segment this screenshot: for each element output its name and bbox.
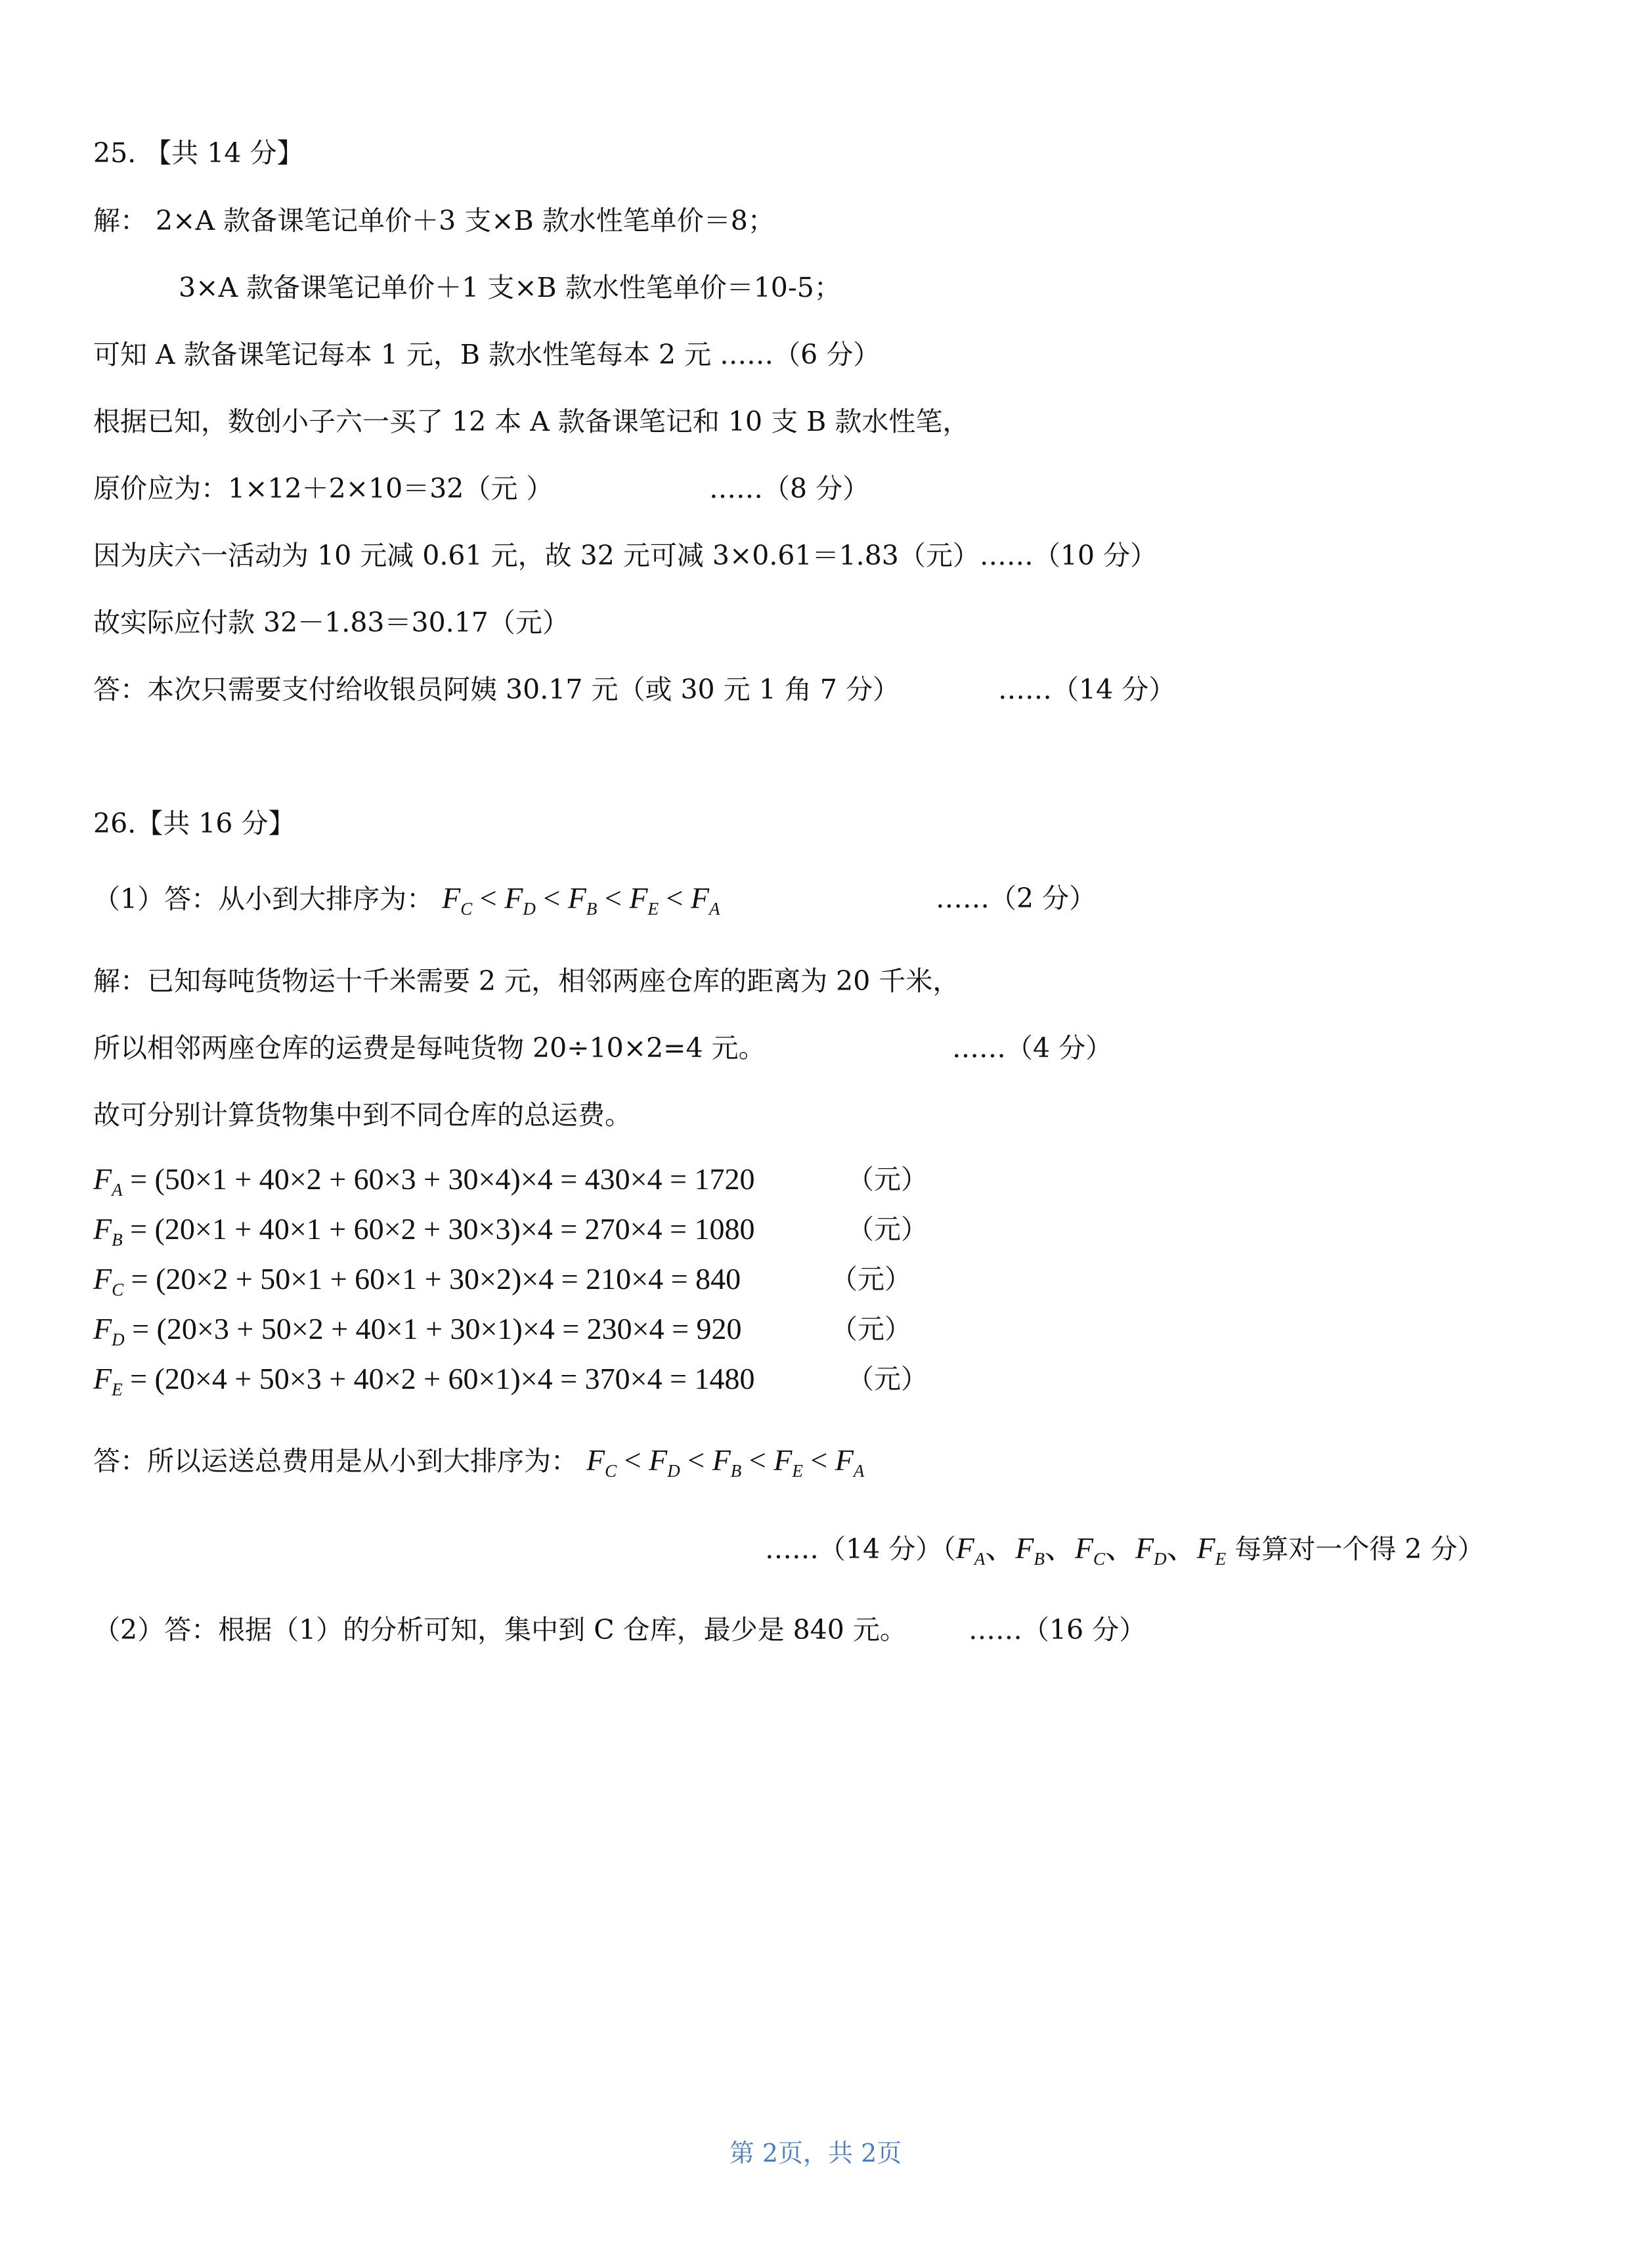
q25-line4: 根据已知，数创小子六一买了 12 本 A 款备课笔记和 10 支 B 款水性笔， — [93, 406, 970, 437]
order-expression-answer: $F_C < F_D < F_B < F_E < F_A$ — [586, 1443, 865, 1481]
q25-answer: 答：本次只需要支付给收银员阿姨 30.17 元（或 30 元 1 角 7 分） — [93, 674, 900, 705]
equation-fa-unit: （元） — [847, 1164, 928, 1195]
q26-score-14: ……（14 分）（$F_A$、$F_B$、$F_C$、$F_D$、$F_E$ 每算对一个得 2 分） — [765, 1531, 1485, 1569]
q26-solution-line3: 故可分别计算货物集中到不同仓库的总运费。 — [93, 1099, 632, 1131]
equation-fb: $F_B = (20\times 1 + 40\times 1 + 60\times 2 + 30\times 3)\times 4 = 270\times 4 = 1080$ — [93, 1212, 755, 1250]
equation-fc: $F_C = (20\times 2 + 50\times 1 + 60\times 1 + 30\times 2)\times 4 = 210\times 4 = 840$ — [93, 1262, 741, 1299]
q26-solution-line2-score: ……（4 分） — [952, 1032, 1113, 1064]
q25-line3: 可知 A 款备课笔记每本 1 元，B 款水性笔每本 2 元 ……（6 分） — [93, 339, 881, 370]
equation-fd-unit: （元） — [831, 1313, 911, 1345]
equation-fd: $F_D = (20\times 3 + 50\times 2 + 40\times 1 + 30\times 1)\times 4 = 230\times 4 = 920$ — [93, 1312, 742, 1349]
q25-line5-score: ……（8 分） — [709, 473, 870, 504]
q26-solution-line1: 解：已知每吨货物运十千米需要 2 元，相邻两座仓库的距离为 20 千米， — [93, 965, 960, 997]
q26-heading: 26.【共 16 分】 — [93, 808, 295, 839]
q25-line7: 故实际应付款 32－1.83＝30.17（元） — [93, 607, 569, 638]
q25-line1: 解： 2×A 款备课笔记单价＋3 支×B 款水性笔单价＝8； — [93, 205, 775, 236]
q25-line5: 原价应为：1×12＋2×10＝32（元 ） — [93, 473, 554, 504]
q25-line6: 因为庆六一活动为 10 元减 0.61 元，故 32 元可减 3×0.61＝1.83（元）……（10 分） — [93, 540, 1158, 571]
q26-answer-order: 答：所以运送总费用是从小到大排序为： $F_C < F_D < F_B < F_E < F_A$ — [93, 1443, 865, 1481]
equation-fe: $F_E = (20\times 4 + 50\times 3 + 40\times 2 + 60\times 1)\times 4 = 370\times 4 = 1480$ — [93, 1362, 755, 1399]
equation-fe-unit: （元） — [847, 1363, 928, 1395]
q26-part1-score: ……（2 分） — [936, 883, 1097, 914]
q26-part2-score: ……（16 分） — [968, 1614, 1146, 1646]
equation-fa: $F_A = (50\times 1 + 40\times 2 + 60\times 3 + 30\times 4)\times 4 = 430\times 4 = 1720$ — [93, 1162, 755, 1200]
q25-heading: 25. 【共 14 分】 — [93, 137, 304, 169]
page-footer: 第 2页，共 2页 — [729, 2139, 902, 2168]
order-expression: $F_C < F_D < F_B < F_E < F_A$ — [442, 881, 720, 919]
q26-part1-answer: （1）答：从小到大排序为： $F_C < F_D < F_B < F_E < F_A$ — [93, 881, 720, 919]
equation-fb-unit: （元） — [847, 1213, 928, 1245]
equation-fc-unit: （元） — [831, 1263, 911, 1295]
q26-part2-answer: （2）答：根据（1）的分析可知，集中到 C 仓库，最少是 840 元。 — [93, 1614, 907, 1646]
q25-answer-score: ……（14 分） — [998, 674, 1176, 705]
q25-line2: 3×A 款备课笔记单价＋1 支×B 款水性笔单价＝10-5； — [179, 272, 841, 303]
q26-solution-line2: 所以相邻两座仓库的运费是每吨货物 20÷10×2=4 元。 — [93, 1032, 766, 1064]
